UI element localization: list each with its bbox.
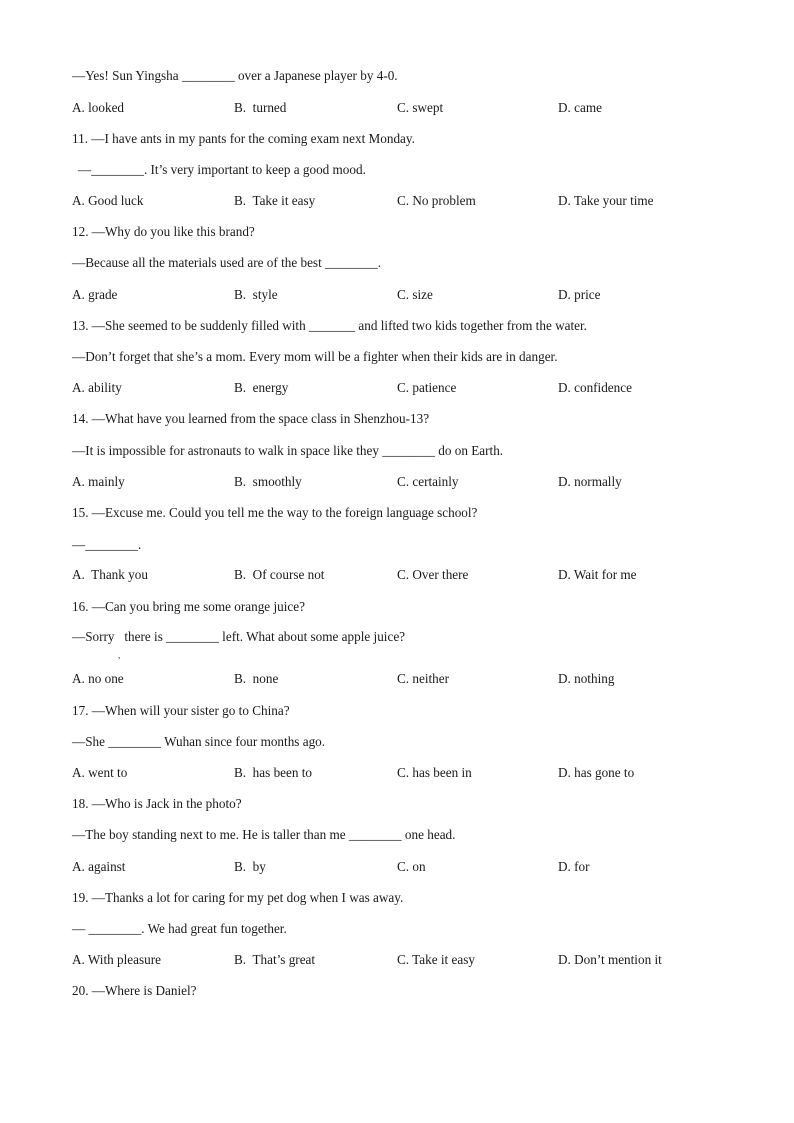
question-19-reply: — ________. We had great fun together. — [72, 921, 287, 936]
option-d: D. Wait for me — [558, 567, 637, 582]
option-c: C. swept — [397, 100, 444, 115]
question-15-prompt: 15. —Excuse me. Could you tell me the way to the foreign language school? — [72, 505, 478, 520]
option-c: C. patience — [397, 380, 457, 395]
question-16-prompt: 16. —Can you bring me some orange juice? — [72, 599, 305, 614]
question-13-reply: —Don’t forget that she’s a mom. Every mom will be a fighter when their kids are in danger. — [72, 349, 558, 364]
option-a: A. ability — [72, 380, 122, 395]
option-b: B. none — [234, 671, 279, 686]
question-15-reply: —________. — [72, 537, 142, 552]
option-c: C. certainly — [397, 474, 459, 489]
option-a: A. Thank you — [72, 567, 148, 582]
option-b: B. style — [234, 287, 278, 302]
option-b: B. has been to — [234, 765, 313, 780]
option-d: D. for — [558, 859, 590, 874]
option-b: B. Of course not — [234, 567, 325, 582]
option-c: C. Over there — [397, 567, 469, 582]
option-a: A. went to — [72, 765, 128, 780]
question-12-prompt: 12. —Why do you like this brand? — [72, 224, 255, 239]
option-b: B. smoothly — [234, 474, 302, 489]
option-b: B. energy — [234, 380, 289, 395]
option-d: D. Take your time — [558, 193, 654, 208]
option-c: C. Take it easy — [397, 952, 475, 967]
option-a: A. looked — [72, 100, 125, 115]
question-16-reply: —Sorry there is ________ left. What about some apple juice? — [72, 629, 406, 644]
question-20-prompt: 20. —Where is Daniel? — [72, 983, 197, 998]
question-10-answer-line: —Yes! Sun Yingsha ________ over a Japanese player by 4-0. — [72, 68, 398, 83]
option-c: C. neither — [397, 671, 450, 686]
option-d: D. Don’t mention it — [558, 952, 662, 967]
question-17-reply: —She ________ Wuhan since four months ago. — [72, 734, 326, 749]
option-a: A. mainly — [72, 474, 125, 489]
option-c: C. on — [397, 859, 426, 874]
question-19-prompt: 19. —Thanks a lot for caring for my pet dog when I was away. — [72, 890, 404, 905]
question-12-reply: —Because all the materials used are of the best ________. — [72, 255, 382, 270]
question-18-reply: —The boy standing next to me. He is taller than me ________ one head. — [72, 827, 456, 842]
question-14-reply: —It is impossible for astronauts to walk in space like they ________ do on Earth. — [72, 443, 504, 458]
question-11-prompt: 11. —I have ants in my pants for the coming exam next Monday. — [72, 131, 415, 146]
option-a: A. With pleasure — [72, 952, 161, 967]
option-a: A. no one — [72, 671, 124, 686]
question-17-prompt: 17. —When will your sister go to China? — [72, 703, 290, 718]
option-d: D. normally — [558, 474, 622, 489]
option-b: B. Take it easy — [234, 193, 316, 208]
option-d: D. came — [558, 100, 602, 115]
question-11-reply: —________. It’s very important to keep a good mood. — [78, 162, 366, 177]
option-a: A. against — [72, 859, 126, 874]
option-b: B. That’s great — [234, 952, 316, 967]
option-d: D. price — [558, 287, 601, 302]
option-d: D. nothing — [558, 671, 615, 686]
option-a: A. Good luck — [72, 193, 144, 208]
question-13-prompt: 13. —She seemed to be suddenly filled with _______ and lifted two kids together from the water. — [72, 318, 587, 333]
option-d: D. has gone to — [558, 765, 635, 780]
option-c: C. No problem — [397, 193, 476, 208]
option-c: C. size — [397, 287, 433, 302]
option-a: A. grade — [72, 287, 118, 302]
question-18-prompt: 18. —Who is Jack in the photo? — [72, 796, 242, 811]
option-b: B. turned — [234, 100, 287, 115]
stray-comma-mark: , — [118, 650, 121, 660]
option-b: B. by — [234, 859, 266, 874]
option-d: D. confidence — [558, 380, 632, 395]
option-c: C. has been in — [397, 765, 472, 780]
question-14-prompt: 14. —What have you learned from the space class in Shenzhou-13? — [72, 411, 430, 426]
